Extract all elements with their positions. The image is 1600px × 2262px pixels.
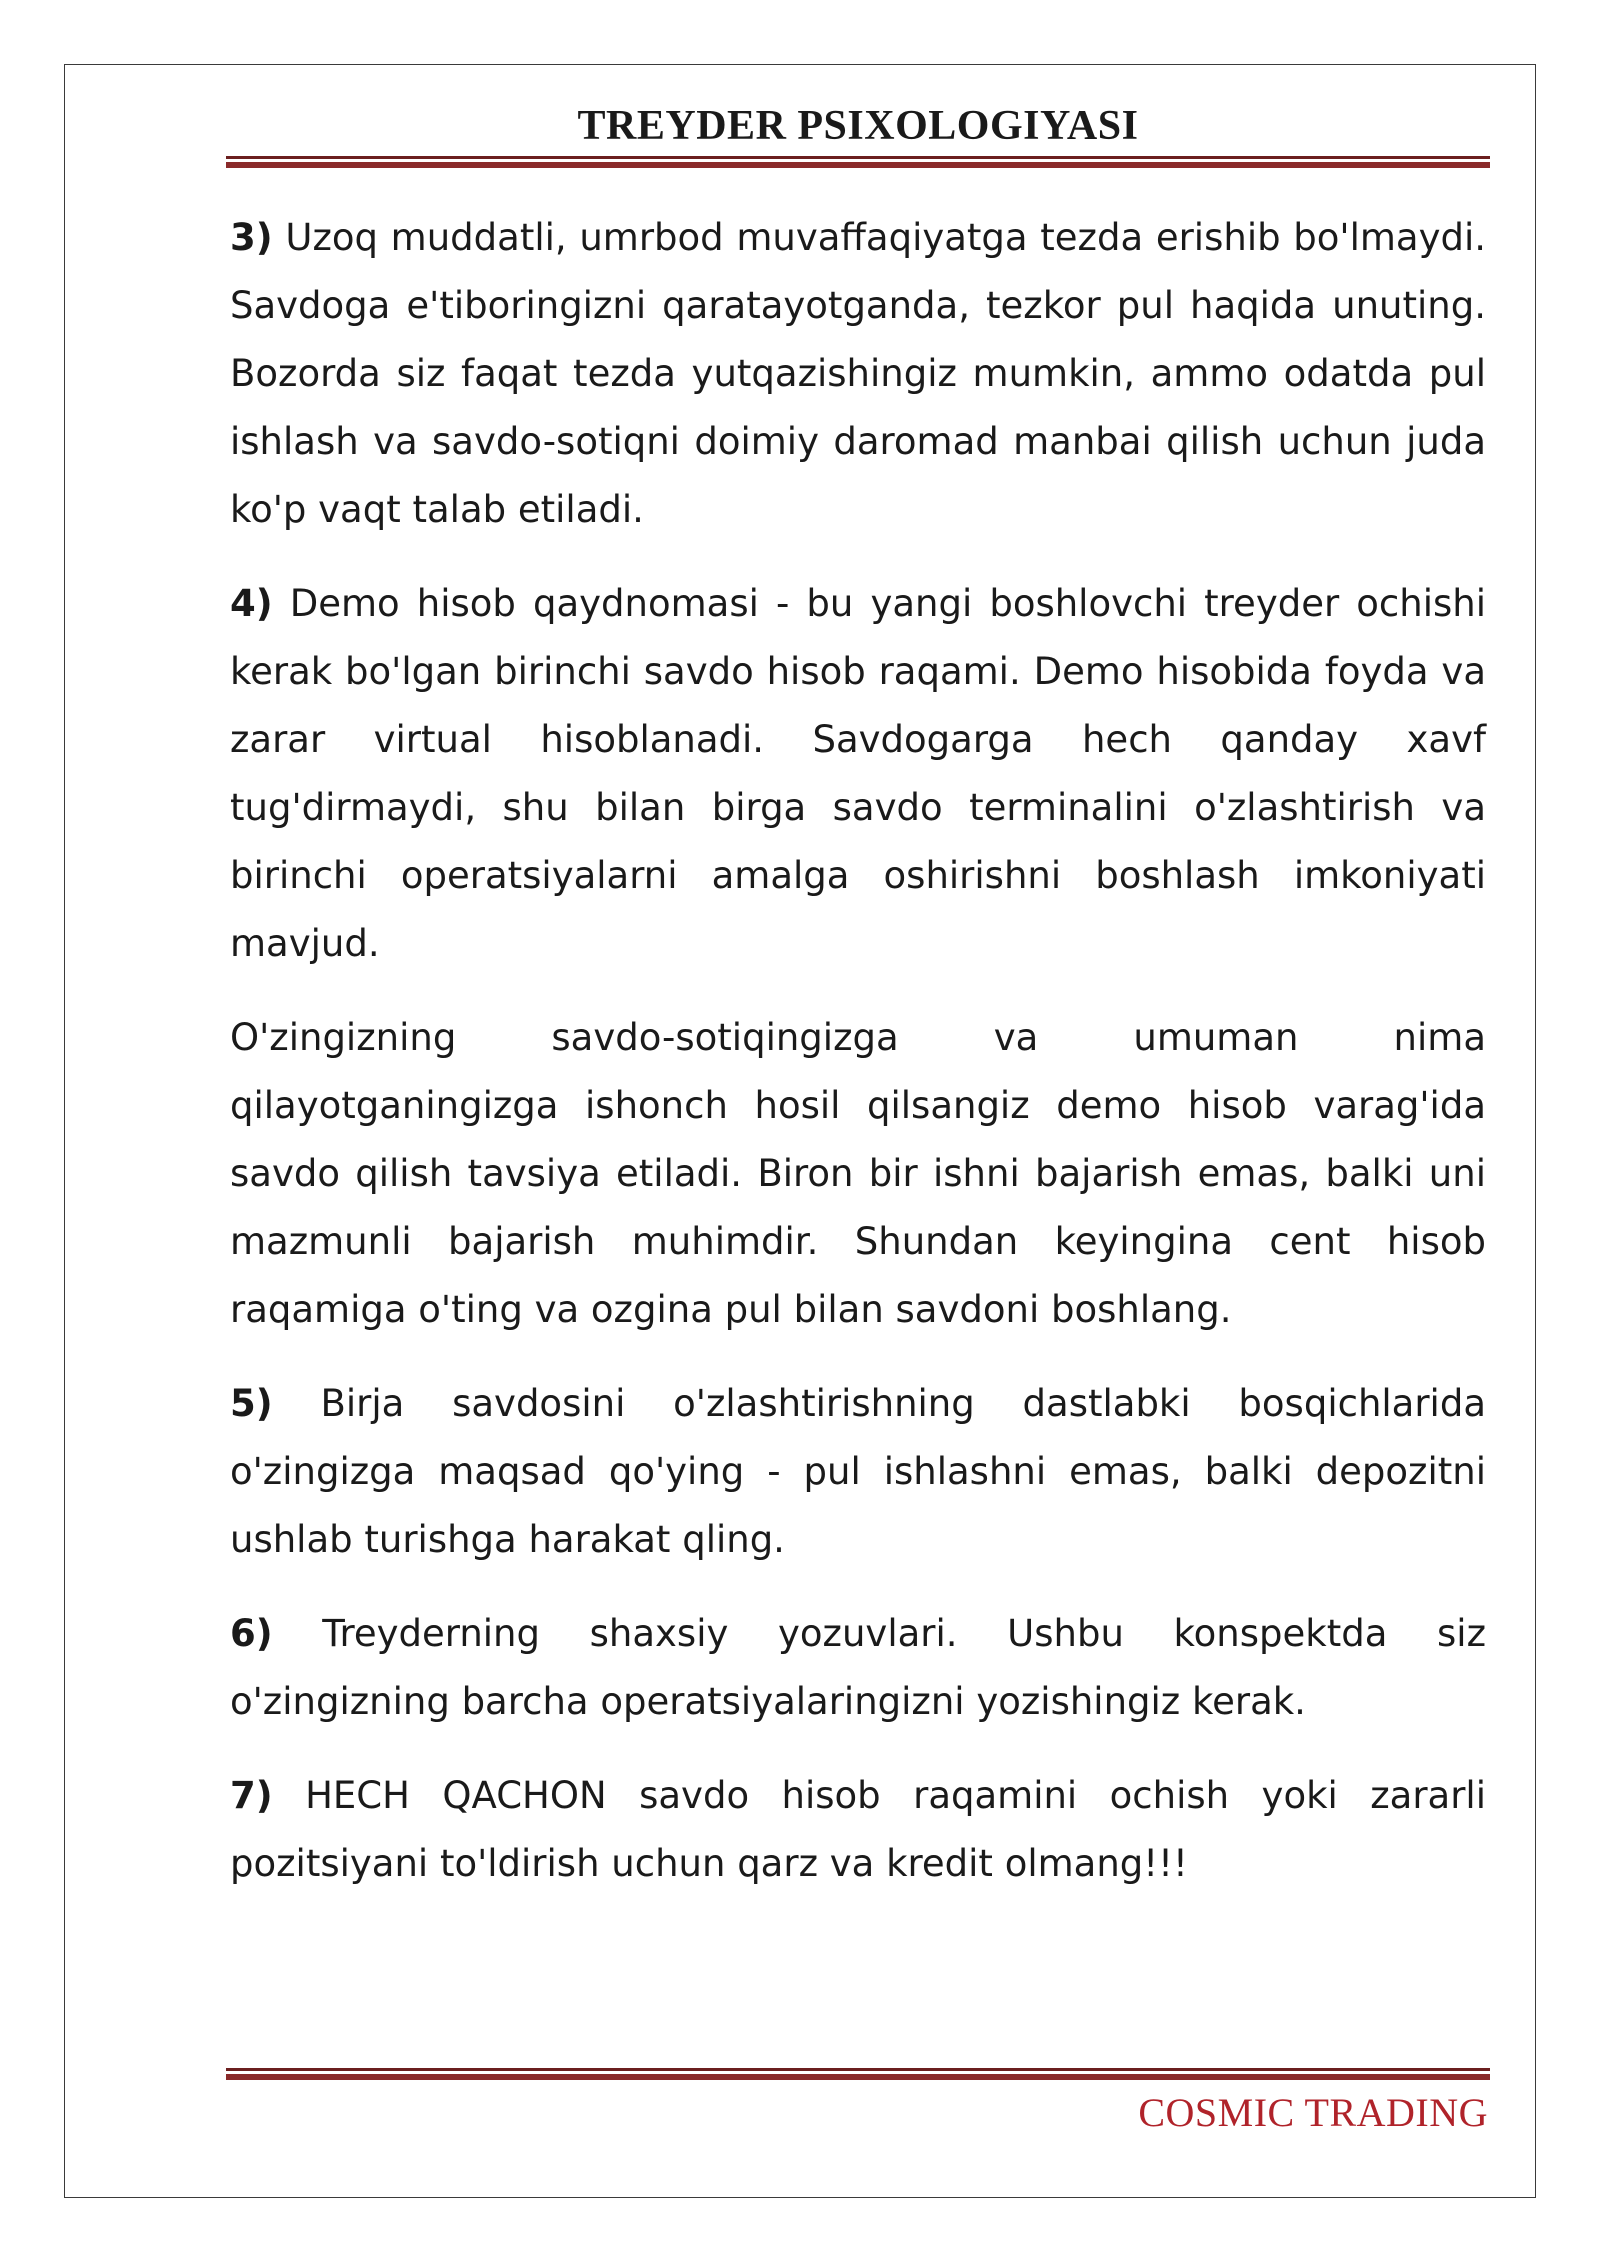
paragraph-4 (230, 570, 1486, 978)
paragraph-6 (230, 1600, 1486, 1736)
paragraph-number: 6) (230, 1612, 273, 1655)
paragraph-number: 5) (230, 1382, 273, 1425)
paragraph-number: 4) (230, 582, 273, 625)
paragraph-text: O'zingizning savdo-sotiqingizga va umuman nima qilayotganingizga ishonch hosil qilsangiz demo hisob varag'ida savdo qilish tavsiya etiladi. Biron bir ishni bajarish emas, balki uni mazmunli bajarish muhimdir. Shundan keyingina cent hisob raqamiga o'ting va ozgina pul bilan savdoni boshlang. (230, 1016, 1486, 1331)
paragraph-5 (230, 1370, 1486, 1574)
page-header-title: TREYDER PSIXOLOGIYASI (577, 103, 1139, 149)
paragraph-4-continued (230, 1004, 1486, 1344)
paragraph-number: 7) (230, 1774, 273, 1817)
paragraph-7 (230, 1762, 1486, 1898)
paragraph-text: Uzoq muddatli, umrbod muvaffaqiyatga tezda erishib bo'lmaydi. Savdoga e'tiboringizni qaratayotganda, tezkor pul haqida unuting. Bozorda siz faqat tezda yutqazishingiz mumkin, ammo odatda pul ishlash va savdo-sotiqni doimiy daromad manbai qilish uchun juda ko'p vaqt talab etiladi. (230, 216, 1486, 531)
paragraph-text: Birja savdosini o'zlashtirishning dastlabki bosqichlarida o'zingizga maqsad qo'ying - pul ishlashni emas, balki depozitni ushlab turishga harakat qling. (230, 1382, 1486, 1561)
paragraph-text: HECH QACHON savdo hisob raqamini ochish yoki zararli pozitsiyani to'ldirish uchun qarz va kredit olmang!!! (230, 1774, 1486, 1885)
header-divider (226, 156, 1490, 168)
footer-brand: COSMIC TRADING (1138, 2090, 1488, 2135)
document-body (230, 204, 1486, 1924)
paragraph-3 (230, 204, 1486, 544)
paragraph-number: 3) (230, 216, 273, 259)
paragraph-text: Demo hisob qaydnomasi - bu yangi boshlovchi treyder ochishi kerak bo'lgan birinchi savdo hisob raqami. Demo hisobida foyda va zarar virtual hisoblanadi. Savdogarga hech qanday xavf tug'dirmaydi, shu bilan birga savdo terminalini o'zlashtirish va birinchi operatsiyalarni amalga oshirishni boshlash imkoniyati mavjud. (230, 582, 1486, 965)
paragraph-text: Treyderning shaxsiy yozuvlari. Ushbu konspektda siz o'zingizning barcha operatsiyalaringizni yozishingiz kerak. (230, 1612, 1486, 1723)
footer-divider (226, 2068, 1490, 2080)
